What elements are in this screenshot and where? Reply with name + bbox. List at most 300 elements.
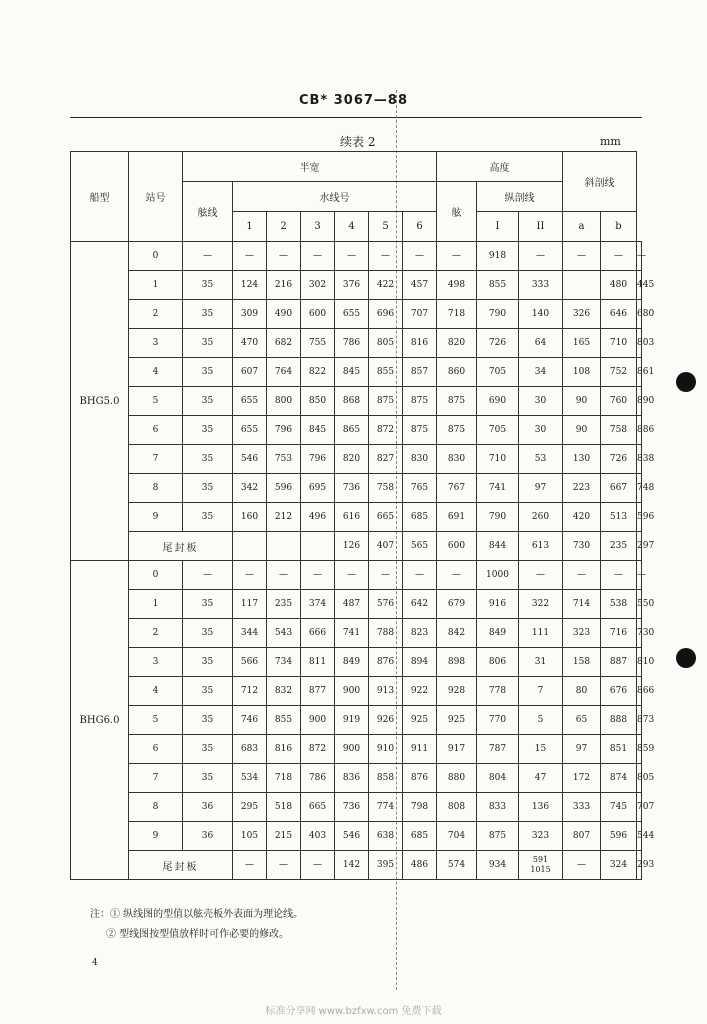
value-cell: 216 (267, 271, 301, 300)
value-cell: 730 (563, 532, 601, 561)
value-cell: 97 (563, 735, 601, 764)
value-cell (267, 532, 301, 561)
station-cell: 6 (129, 416, 183, 445)
col-waterline: 水线号 (233, 182, 437, 212)
value-cell: 875 (369, 387, 403, 416)
table-row (71, 648, 642, 677)
station-cell: 6 (129, 735, 183, 764)
value-cell: 596 (267, 474, 301, 503)
value-cell: 741 (335, 619, 369, 648)
value-cell: 666 (301, 619, 335, 648)
value-cell: 850 (301, 387, 335, 416)
value-cell: 707 (403, 300, 437, 329)
value-cell: 811 (301, 648, 335, 677)
value-cell: 726 (601, 445, 637, 474)
value-cell: 333 (563, 793, 601, 822)
value-cell: 911 (403, 735, 437, 764)
value-cell: 302 (301, 271, 335, 300)
value-cell: 667 (601, 474, 637, 503)
value-cell: 35 (183, 764, 233, 793)
value-cell: 849 (477, 619, 519, 648)
table-row (71, 561, 642, 590)
waterline-number: 1 (233, 212, 267, 242)
table-row (71, 300, 642, 329)
ship-type-cell: BHG6.0 (71, 561, 129, 880)
value-cell: 916 (477, 590, 519, 619)
value-cell: 420 (563, 503, 601, 532)
value-cell: 758 (369, 474, 403, 503)
value-cell: — (301, 242, 335, 271)
value-cell: 861 (637, 358, 642, 387)
value-cell: 160 (233, 503, 267, 532)
standard-number: CB* 3067—88 (298, 93, 409, 108)
value-cell: 820 (335, 445, 369, 474)
table-row (71, 271, 642, 300)
table-row (71, 445, 642, 474)
station-cell: 3 (129, 329, 183, 358)
station-cell: 9 (129, 503, 183, 532)
value-cell: 872 (301, 735, 335, 764)
value-cell: 324 (601, 851, 637, 880)
station-cell: 5 (129, 706, 183, 735)
station-cell: 4 (129, 677, 183, 706)
value-cell: 326 (563, 300, 601, 329)
buttock-number: I (477, 212, 519, 242)
value-cell: — (267, 561, 301, 590)
value-cell: 172 (563, 764, 601, 793)
value-cell: 342 (233, 474, 267, 503)
value-cell: 665 (369, 503, 403, 532)
station-cell: 5 (129, 387, 183, 416)
value-cell: 35 (183, 445, 233, 474)
punch-hole (676, 372, 696, 392)
value-cell: 890 (637, 387, 642, 416)
value-cell: 90 (563, 387, 601, 416)
value-cell: 676 (601, 677, 637, 706)
value-cell: 900 (335, 677, 369, 706)
value-cell: 30 (519, 387, 563, 416)
value-cell: 838 (637, 445, 642, 474)
value-cell: 876 (403, 764, 437, 793)
value-cell: 695 (301, 474, 335, 503)
value-cell: 752 (601, 358, 637, 387)
value-cell: 836 (335, 764, 369, 793)
value-cell: 880 (437, 764, 477, 793)
value-cell: 136 (519, 793, 563, 822)
table-row (71, 474, 642, 503)
value-cell: 403 (301, 822, 335, 851)
value-cell: 212 (267, 503, 301, 532)
value-cell: 919 (335, 706, 369, 735)
diagonal-letter: a (563, 212, 601, 242)
col-half-breadth: 半宽 (183, 152, 437, 182)
table-row (71, 706, 642, 735)
value-cell: 736 (335, 474, 369, 503)
note-2: ② 型线图按型值放样时可作必要的修改。 (106, 929, 290, 940)
value-cell: 758 (601, 416, 637, 445)
value-cell (301, 532, 335, 561)
waterline-number: 5 (369, 212, 403, 242)
value-cell: 646 (601, 300, 637, 329)
value-cell: 295 (233, 793, 267, 822)
value-cell: — (637, 242, 642, 271)
value-cell: 680 (637, 300, 642, 329)
value-cell: 918 (477, 242, 519, 271)
value-cell: — (301, 851, 335, 880)
value-cell: 796 (301, 445, 335, 474)
value-cell: 7 (519, 677, 563, 706)
value-cell: 855 (477, 271, 519, 300)
value-cell: 685 (403, 822, 437, 851)
value-cell: — (267, 851, 301, 880)
value-cell: 925 (403, 706, 437, 735)
value-cell: — (335, 561, 369, 590)
value-cell: 596 (601, 822, 637, 851)
value-cell: 886 (637, 416, 642, 445)
station-cell: 4 (129, 358, 183, 387)
value-cell: 926 (369, 706, 403, 735)
value-cell: 333 (519, 271, 563, 300)
value-cell: 165 (563, 329, 601, 358)
value-cell: 865 (335, 416, 369, 445)
table-row (71, 416, 642, 445)
value-cell: 855 (369, 358, 403, 387)
value-cell: 395 (369, 851, 403, 880)
value-cell: 655 (233, 416, 267, 445)
value-cell: 1000 (477, 561, 519, 590)
value-cell: 928 (437, 677, 477, 706)
unit-label: mm (600, 135, 621, 148)
value-cell: 726 (477, 329, 519, 358)
tail-label: 尾封板 (129, 851, 233, 880)
value-cell: 683 (233, 735, 267, 764)
value-cell: 833 (477, 793, 519, 822)
value-cell: 787 (477, 735, 519, 764)
value-cell: 470 (233, 329, 267, 358)
value-cell: 707 (637, 793, 642, 822)
value-cell: — (369, 561, 403, 590)
value-cell: 900 (301, 706, 335, 735)
value-cell: 786 (335, 329, 369, 358)
value-cell: 600 (301, 300, 335, 329)
value-cell: 823 (403, 619, 437, 648)
value-cell: 323 (563, 619, 601, 648)
value-cell: 607 (233, 358, 267, 387)
value-cell: 917 (437, 735, 477, 764)
header-rule (70, 117, 642, 118)
value-cell: 665 (301, 793, 335, 822)
value-cell: 140 (519, 300, 563, 329)
value-cell: 806 (477, 648, 519, 677)
value-cell: 716 (601, 619, 637, 648)
value-cell: 827 (369, 445, 403, 474)
value-cell: 591 1015 (519, 851, 563, 880)
col-height: 高度 (437, 152, 563, 182)
value-cell: 130 (563, 445, 601, 474)
value-cell: 712 (233, 677, 267, 706)
value-cell: 877 (301, 677, 335, 706)
value-cell: 832 (267, 677, 301, 706)
value-cell: 546 (335, 822, 369, 851)
table-row (71, 793, 642, 822)
value-cell: 844 (477, 532, 519, 561)
table-row (71, 735, 642, 764)
value-cell: 616 (335, 503, 369, 532)
header-row-1 (71, 152, 642, 182)
value-cell: 543 (267, 619, 301, 648)
value-cell: 778 (477, 677, 519, 706)
value-cell: 798 (403, 793, 437, 822)
value-cell: 875 (403, 387, 437, 416)
value-cell: 97 (519, 474, 563, 503)
value-cell: — (601, 561, 637, 590)
value-cell: 260 (519, 503, 563, 532)
value-cell: 803 (637, 329, 642, 358)
value-cell: 487 (335, 590, 369, 619)
value-cell: 805 (369, 329, 403, 358)
value-cell: 679 (437, 590, 477, 619)
value-cell: — (563, 851, 601, 880)
value-cell: 34 (519, 358, 563, 387)
value-cell: 804 (477, 764, 519, 793)
value-cell: 934 (477, 851, 519, 880)
table-row (71, 503, 642, 532)
value-cell: 807 (563, 822, 601, 851)
value-cell: — (437, 242, 477, 271)
value-cell: 705 (477, 416, 519, 445)
value-cell: 550 (637, 590, 642, 619)
value-cell: — (233, 561, 267, 590)
value-cell: 376 (335, 271, 369, 300)
value-cell: 111 (519, 619, 563, 648)
value-cell: 344 (233, 619, 267, 648)
value-cell: 323 (519, 822, 563, 851)
value-cell: 655 (233, 387, 267, 416)
value-cell: 35 (183, 735, 233, 764)
value-cell: 764 (267, 358, 301, 387)
buttock-number: II (519, 212, 563, 242)
value-cell: — (233, 242, 267, 271)
value-cell: 685 (403, 503, 437, 532)
value-cell: 496 (301, 503, 335, 532)
value-cell: 866 (637, 677, 642, 706)
tail-label: 尾封板 (129, 532, 233, 561)
value-cell: 309 (233, 300, 267, 329)
page-number: 4 (92, 958, 98, 968)
value-cell: 293 (637, 851, 642, 880)
value-cell: — (563, 561, 601, 590)
value-cell: 888 (601, 706, 637, 735)
waterline-number: 2 (267, 212, 301, 242)
waterline-number: 4 (335, 212, 369, 242)
value-cell: 518 (267, 793, 301, 822)
station-cell: 0 (129, 561, 183, 590)
value-cell: 31 (519, 648, 563, 677)
value-cell: 770 (477, 706, 519, 735)
col-ship-type: 船型 (71, 152, 129, 242)
value-cell: 925 (437, 706, 477, 735)
value-cell: 35 (183, 271, 233, 300)
value-cell: 790 (477, 300, 519, 329)
value-cell: 830 (403, 445, 437, 474)
value-cell (233, 532, 267, 561)
col-station: 站号 (129, 152, 183, 242)
value-cell: 714 (563, 590, 601, 619)
value-cell: 35 (183, 329, 233, 358)
value-cell: 5 (519, 706, 563, 735)
value-cell: 374 (301, 590, 335, 619)
value-cell: 851 (601, 735, 637, 764)
value-cell: 900 (335, 735, 369, 764)
value-cell: 80 (563, 677, 601, 706)
value-cell: 407 (369, 532, 403, 561)
col-diagonal: 斜剖线 (563, 152, 637, 212)
value-cell: — (267, 242, 301, 271)
value-cell: 875 (437, 416, 477, 445)
value-cell: 816 (403, 329, 437, 358)
value-cell: 35 (183, 503, 233, 532)
value-cell: 696 (369, 300, 403, 329)
value-cell: 858 (369, 764, 403, 793)
value-cell: 35 (183, 590, 233, 619)
value-cell: — (301, 561, 335, 590)
value-cell: 215 (267, 822, 301, 851)
tail-row (71, 851, 642, 880)
value-cell: 800 (267, 387, 301, 416)
value-cell: 35 (183, 648, 233, 677)
value-cell: 820 (437, 329, 477, 358)
ship-type-cell: BHG5.0 (71, 242, 129, 561)
value-cell: 830 (437, 445, 477, 474)
value-cell: 36 (183, 793, 233, 822)
value-cell: 35 (183, 416, 233, 445)
value-cell: 805 (637, 764, 642, 793)
value-cell: 480 (601, 271, 637, 300)
table-row (71, 764, 642, 793)
value-cell: 158 (563, 648, 601, 677)
table-body (71, 242, 655, 880)
value-cell: 796 (267, 416, 301, 445)
value-cell: 736 (335, 793, 369, 822)
value-cell: 322 (519, 590, 563, 619)
value-cell: 596 (637, 503, 642, 532)
diagonal-letter: b (601, 212, 637, 242)
value-cell: 913 (369, 677, 403, 706)
value-cell: 223 (563, 474, 601, 503)
station-cell: 9 (129, 822, 183, 851)
value-cell: — (637, 561, 642, 590)
value-cell: — (601, 242, 637, 271)
value-cell: 755 (301, 329, 335, 358)
value-cell: 35 (183, 677, 233, 706)
value-cell: 774 (369, 793, 403, 822)
value-cell: — (437, 561, 477, 590)
value-cell: 53 (519, 445, 563, 474)
value-cell: 816 (267, 735, 301, 764)
station-cell: 2 (129, 300, 183, 329)
value-cell: 546 (233, 445, 267, 474)
value-cell: 36 (183, 822, 233, 851)
value-cell: 748 (637, 474, 642, 503)
value-cell: 894 (403, 648, 437, 677)
value-cell: 142 (335, 851, 369, 880)
value-cell: 898 (437, 648, 477, 677)
value-cell: 734 (267, 648, 301, 677)
value-cell: 874 (601, 764, 637, 793)
value-cell: 767 (437, 474, 477, 503)
value-cell: 486 (403, 851, 437, 880)
value-cell: 64 (519, 329, 563, 358)
value-cell: 704 (437, 822, 477, 851)
value-cell: 126 (335, 532, 369, 561)
table-row (71, 242, 642, 271)
value-cell: 108 (563, 358, 601, 387)
station-cell: 2 (129, 619, 183, 648)
station-cell: 1 (129, 271, 183, 300)
value-cell: 922 (403, 677, 437, 706)
value-cell: 35 (183, 706, 233, 735)
value-cell: 710 (601, 329, 637, 358)
value-cell: 718 (437, 300, 477, 329)
value-cell: — (519, 561, 563, 590)
value-cell: 613 (519, 532, 563, 561)
station-cell: 0 (129, 242, 183, 271)
value-cell: 753 (267, 445, 301, 474)
waterline-number: 6 (403, 212, 437, 242)
value-cell (563, 271, 601, 300)
table-row (71, 590, 642, 619)
value-cell: 710 (477, 445, 519, 474)
value-cell: — (403, 242, 437, 271)
value-cell: 65 (563, 706, 601, 735)
value-cell: 538 (601, 590, 637, 619)
footer-watermark: 标准分享网 www.bzfxw.com 免费下载 (265, 1006, 442, 1017)
station-cell: 7 (129, 445, 183, 474)
value-cell: 765 (403, 474, 437, 503)
value-cell: 457 (403, 271, 437, 300)
value-cell: 422 (369, 271, 403, 300)
value-cell: 544 (637, 822, 642, 851)
station-cell: 3 (129, 648, 183, 677)
table-row (71, 329, 642, 358)
value-cell: 124 (233, 271, 267, 300)
value-cell: 642 (403, 590, 437, 619)
value-cell: 445 (637, 271, 642, 300)
value-cell: — (563, 242, 601, 271)
value-cell: 842 (437, 619, 477, 648)
value-cell: 788 (369, 619, 403, 648)
offsets-table (70, 151, 655, 880)
value-cell: 910 (369, 735, 403, 764)
value-cell: 638 (369, 822, 403, 851)
value-cell: 655 (335, 300, 369, 329)
value-cell: 35 (183, 300, 233, 329)
value-cell: 887 (601, 648, 637, 677)
value-cell: 868 (335, 387, 369, 416)
station-cell: 1 (129, 590, 183, 619)
value-cell: 875 (437, 387, 477, 416)
value-cell: 808 (437, 793, 477, 822)
value-cell: 35 (183, 358, 233, 387)
value-cell: 845 (301, 416, 335, 445)
value-cell: 810 (637, 648, 642, 677)
value-cell: 745 (601, 793, 637, 822)
station-cell: 8 (129, 793, 183, 822)
value-cell: 600 (437, 532, 477, 561)
value-cell: 498 (437, 271, 477, 300)
value-cell: — (335, 242, 369, 271)
value-cell: 760 (601, 387, 637, 416)
